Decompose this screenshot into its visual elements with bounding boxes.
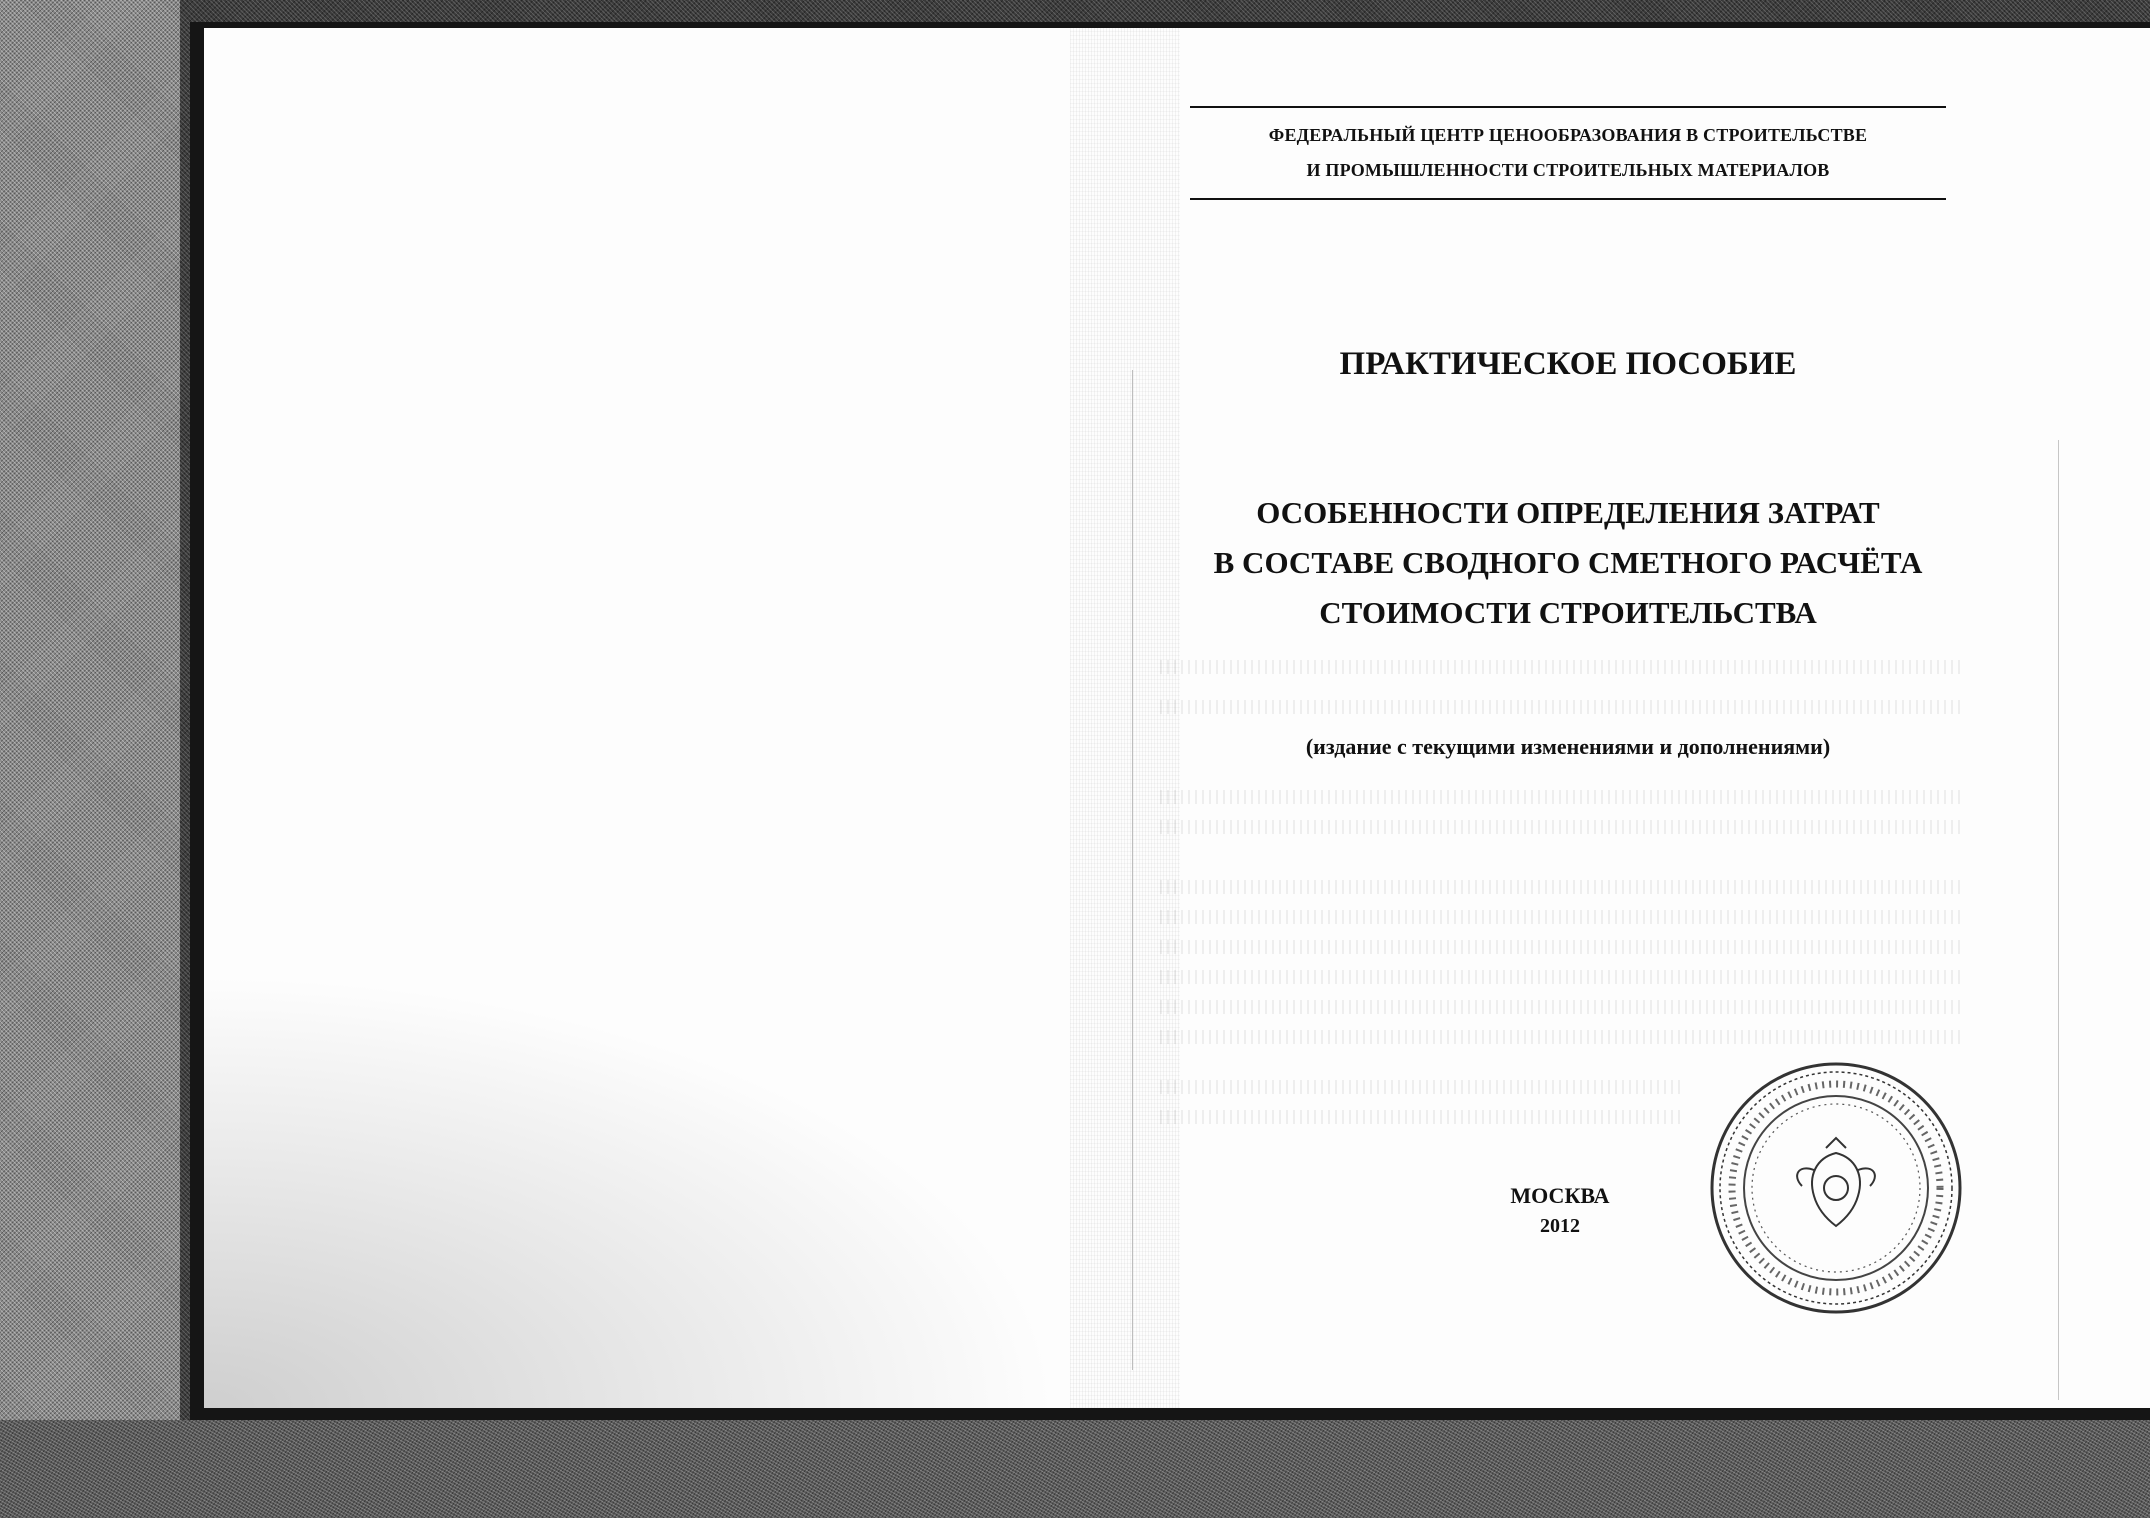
page-right-edge	[2058, 440, 2059, 1400]
show-through-text	[1160, 790, 1960, 804]
publisher-header	[1190, 118, 1946, 188]
publisher-line-1: ФЕДЕРАЛЬНЫЙ ЦЕНТР ЦЕНООБРАЗОВАНИЯ В СТРОИТЕЛЬСТВЕ	[1268, 125, 1868, 145]
show-through-text	[1160, 1110, 1680, 1124]
document-title	[1190, 488, 1946, 638]
imprint-year: 2012	[1540, 1215, 1580, 1237]
show-through-text	[1160, 880, 1960, 894]
header-rule-top	[1190, 106, 1946, 108]
gutter-fold-line	[1132, 370, 1133, 1370]
show-through-text	[1160, 940, 1960, 954]
imprint	[1460, 1180, 1660, 1240]
official-seal-stamp	[1706, 1058, 1966, 1318]
show-through-text	[1160, 660, 1960, 674]
imprint-city: МОСКВА	[1510, 1183, 1610, 1208]
scanner-left-edge	[0, 0, 180, 1518]
scanner-bottom-edge	[0, 1420, 2150, 1518]
show-through-text	[1160, 1080, 1680, 1094]
title-line-2: В СОСТАВЕ СВОДНОГО СМЕТНОГО РАСЧЁТА	[1213, 545, 1923, 580]
show-through-text	[1160, 820, 1960, 834]
header-rule-bottom	[1190, 198, 1946, 200]
publisher-line-2: И ПРОМЫШЛЕННОСТИ СТРОИТЕЛЬНЫХ МАТЕРИАЛОВ	[1306, 160, 1830, 180]
show-through-text	[1160, 700, 1960, 714]
show-through-text	[1160, 910, 1960, 924]
title-line-1: ОСОБЕННОСТИ ОПРЕДЕЛЕНИЯ ЗАТРАТ	[1256, 495, 1880, 530]
edition-note: (издание с текущими изменениями и дополнениями)	[1305, 734, 1831, 759]
left-page-blank	[204, 900, 1204, 1408]
show-through-text	[1160, 970, 1960, 984]
book-gutter	[1070, 28, 1180, 1408]
title-line-3: СТОИМОСТИ СТРОИТЕЛЬСТВА	[1319, 595, 1817, 630]
show-through-text	[1160, 1030, 1960, 1044]
seal-icon	[1706, 1058, 1966, 1318]
document-type: ПРАКТИЧЕСКОЕ ПОСОБИЕ	[1339, 346, 1797, 382]
show-through-text	[1160, 1000, 1960, 1014]
